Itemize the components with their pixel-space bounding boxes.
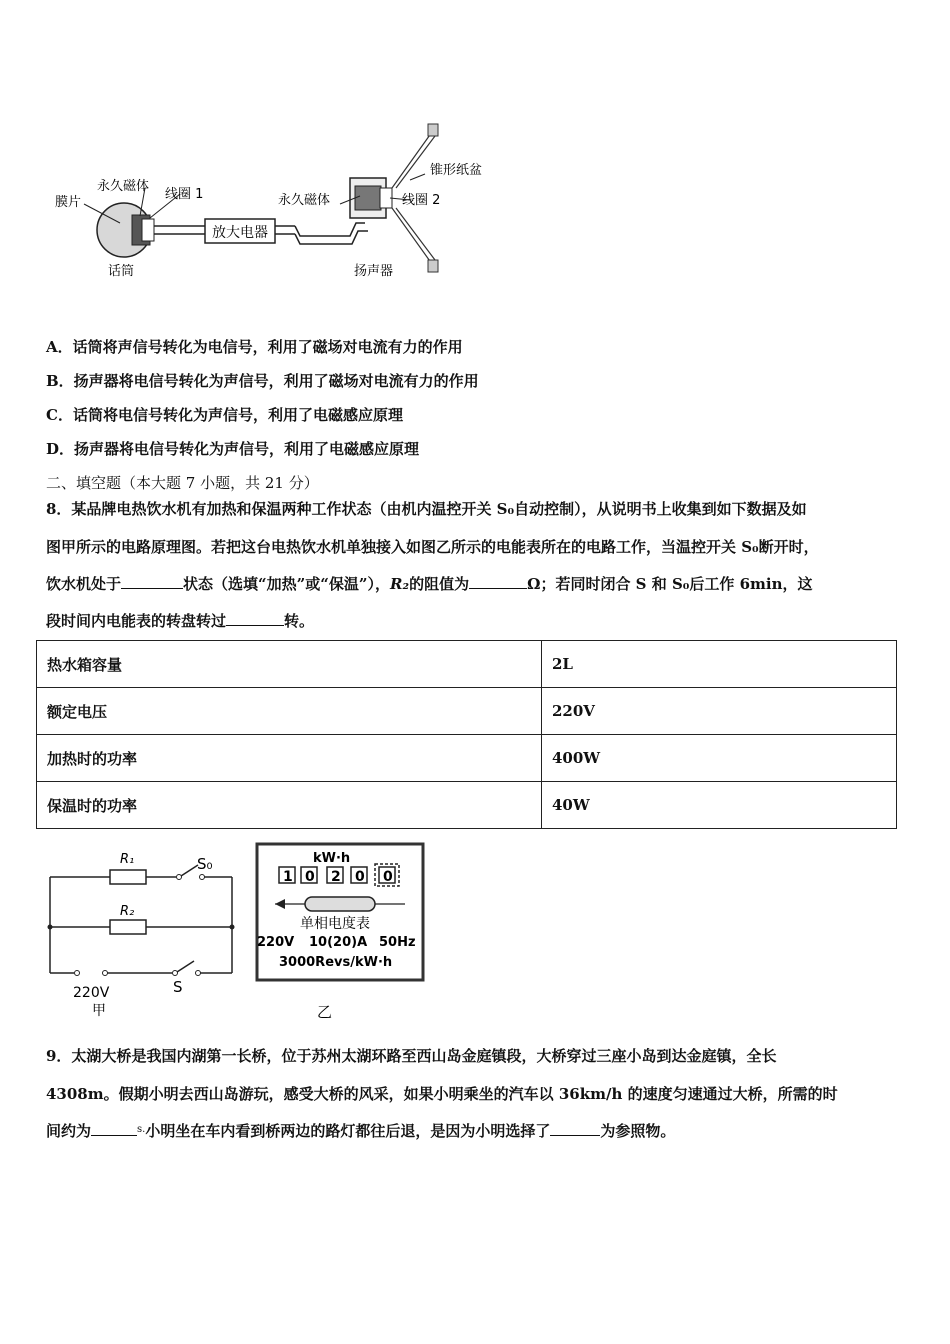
q9-text-d: 为参照物。 — [600, 1122, 676, 1140]
switch-s0 — [181, 865, 198, 876]
q8-text-b: 状态（选填“加热”或“保温”）， — [183, 575, 391, 593]
microphone-label: 话筒 — [108, 264, 135, 279]
meter-disc — [305, 897, 375, 911]
option-a: A．话筒将声信号转化为电信号，利用了磁场对电流有力的作用 — [46, 338, 463, 356]
table-cell-label: 热水箱容量 — [37, 641, 542, 688]
q9-text-c: 小明坐在车内看到桥两边的路灯都往后退，是因为小明选择了 — [145, 1122, 551, 1140]
circuit-caption: 甲 — [92, 1003, 106, 1019]
q8-blank-state[interactable] — [121, 574, 183, 589]
q8-line4 — [46, 610, 314, 631]
meter-caption: 乙 — [317, 1003, 333, 1021]
table-cell-value: 400W — [542, 735, 897, 782]
spec-table — [36, 640, 897, 829]
q8-text-e: Ω；若同时闭合 S 和 S₀后工作 6min，这 — [527, 575, 813, 593]
q8-line3 — [46, 573, 812, 594]
r2-label: R₂ — [120, 904, 135, 919]
meter-unit: kW·h — [313, 851, 351, 866]
q9-line1: 9．太湖大桥是我国内湖第一长桥，位于苏州太湖环路至西山岛金庭镇段，大桥穿过三座小岛到达金庭镇，全长 — [46, 1047, 777, 1065]
meter-digit: 0 — [305, 869, 315, 885]
meter-digit: 2 — [331, 869, 341, 885]
table-cell-value: 220V — [542, 688, 897, 735]
table-row — [37, 735, 897, 782]
circuit-diagram — [40, 845, 250, 1020]
q8-line2: 图甲所示的电路原理图。若把这台电热饮水机单独接入如图乙所示的电能表所在的电路工作，当温控开关 S₀断开时， — [46, 538, 819, 556]
q9-unit: s. — [137, 1124, 146, 1135]
table-row — [37, 782, 897, 829]
voltage-label: 220V — [73, 985, 110, 1001]
s-label: S — [173, 978, 183, 996]
q8-blank-revs[interactable] — [226, 611, 284, 626]
coil1-label: 线圈 1 — [165, 187, 204, 202]
option-b: B．扬声器将电信号转化为声信号，利用了磁场对电流有力的作用 — [46, 372, 479, 390]
table-cell-label: 保温时的功率 — [37, 782, 542, 829]
s0-label: S₀ — [197, 855, 213, 873]
switch-s — [177, 961, 194, 972]
diaphragm-label: 膜片 — [55, 195, 82, 210]
coil2-label: 线圈 2 — [402, 193, 441, 208]
coil1-block — [142, 219, 154, 241]
meter-digit: 1 — [283, 869, 293, 885]
table-cell-label: 额定电压 — [37, 688, 542, 735]
q9-text-a: 间约为 — [46, 1122, 92, 1140]
q9-line2: 4308m。假期小明去西山岛游玩，感受大桥的风采，如果小明乘坐的汽车以 36km/h 的速度匀速通过大桥，所需的时 — [46, 1085, 838, 1103]
r1-label: R₁ — [120, 852, 135, 867]
q8-text-a: 饮水机处于 — [46, 575, 122, 593]
q8-line1: 8．某品牌电热饮水机有加热和保温两种工作状态（由机内温控开关 S₀自动控制），从说明书上收集到如下数据及如 — [46, 500, 807, 518]
supply-terminal — [103, 971, 108, 976]
meter-digit: 0 — [355, 869, 365, 885]
q8-blank-resistance[interactable] — [469, 574, 527, 589]
meter-rating-a: 10(20)A — [309, 935, 368, 950]
q9-blank-reference[interactable] — [550, 1121, 600, 1136]
resistor-r2 — [110, 920, 146, 934]
amplifier-label: 放大电器 — [212, 225, 268, 241]
meter-rating-v: 220V — [257, 935, 295, 950]
table-cell-label: 加热时的功率 — [37, 735, 542, 782]
table-row — [37, 688, 897, 735]
table-cell-value: 40W — [542, 782, 897, 829]
q9-line3 — [46, 1120, 675, 1141]
meter-constant: 3000Revs/kW·h — [279, 955, 393, 970]
resistor-r1 — [110, 870, 146, 884]
option-d: D．扬声器将电信号转化为声信号，利用了电磁感应原理 — [46, 440, 420, 458]
supply-terminal — [75, 971, 80, 976]
q8-r2: R₂ — [390, 575, 410, 593]
table-row — [37, 641, 897, 688]
microphone-speaker-figure — [50, 118, 490, 288]
section-heading: 二、填空题（本大题 7 小题，共 21 分） — [46, 474, 319, 492]
option-c: C．话筒将电信号转化为声信号，利用了电磁感应原理 — [46, 406, 403, 424]
q8-text-g: 转。 — [284, 612, 315, 630]
table-cell-value: 2L — [542, 641, 897, 688]
electricity-meter — [255, 842, 430, 1022]
q8-text-d: 的阻值为 — [409, 575, 470, 593]
cone-label: 锥形纸盆 — [430, 163, 483, 178]
meter-digit: 0 — [383, 869, 393, 885]
meter-rating-hz: 50Hz — [379, 935, 416, 950]
q9-blank-time[interactable] — [91, 1121, 137, 1136]
meter-name: 单相电度表 — [300, 916, 370, 932]
speaker-label: 扬声器 — [354, 264, 394, 279]
magnet2-label: 永久磁体 — [278, 193, 331, 208]
q8-text-f: 段时间内电能表的转盘转过 — [46, 612, 227, 630]
magnet1-label: 永久磁体 — [97, 179, 150, 194]
